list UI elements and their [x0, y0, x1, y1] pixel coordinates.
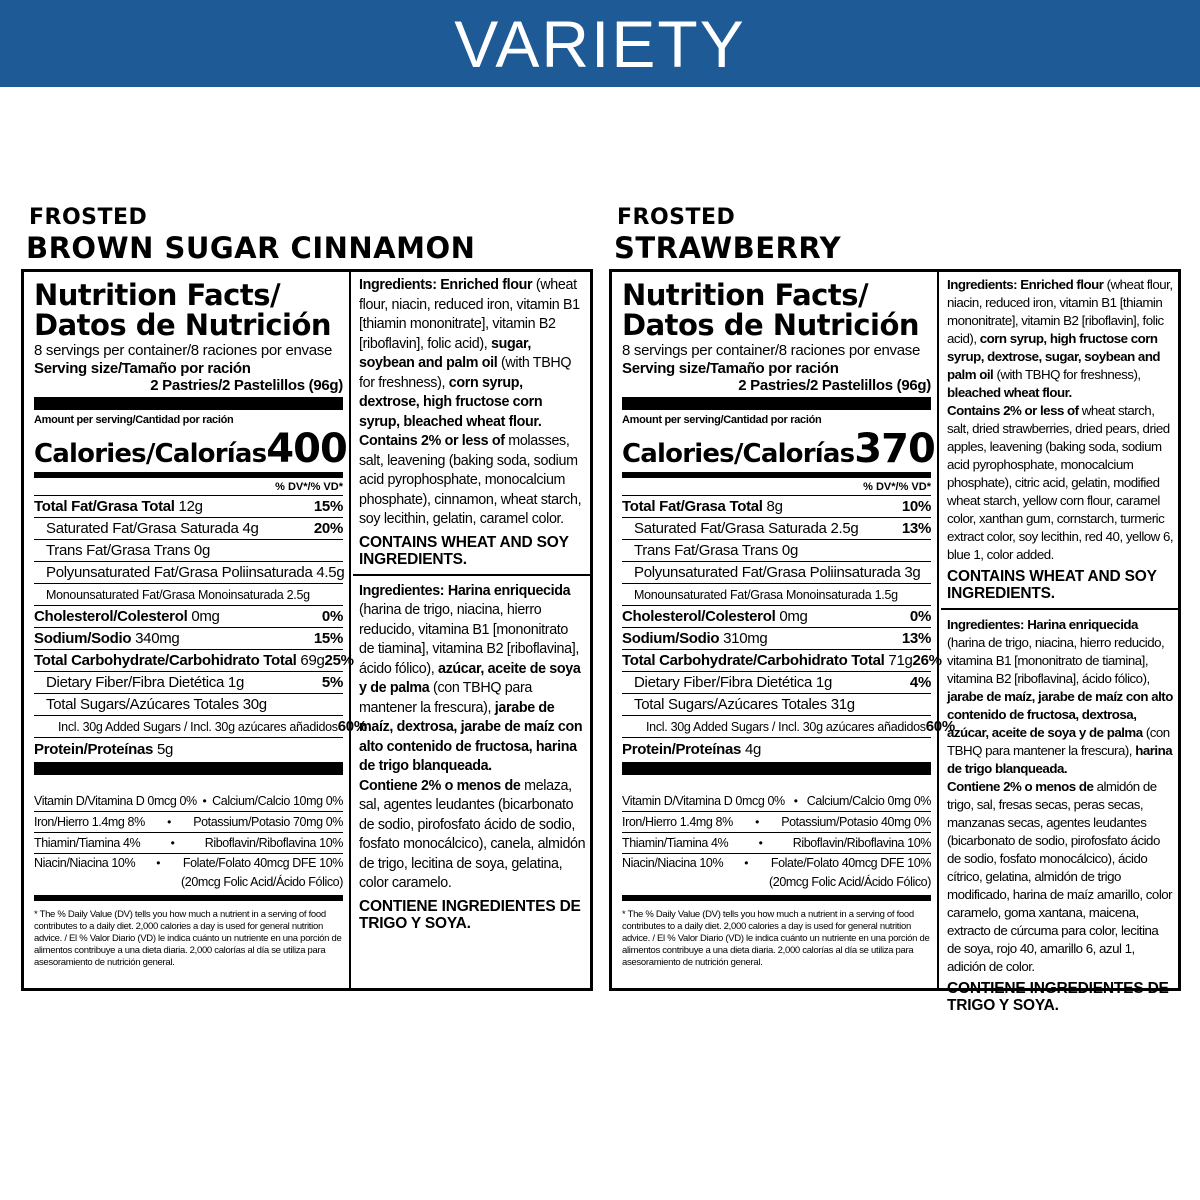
ingredient-bold: Enriched flour — [1020, 277, 1104, 292]
nutrient-pct: 4% — [909, 674, 931, 691]
bullet: • — [744, 856, 749, 870]
calories-row — [622, 426, 935, 472]
nutrient-label: Trans Fat/Grasa Trans — [46, 542, 191, 559]
nutrient-row-trans-fat — [34, 540, 343, 562]
allergen-statement-es: CONTIENE INGREDIENTES DE TRIGO Y SOYA. — [359, 897, 581, 932]
vitamin-right: Potassium/Potasio 70mg 0% — [193, 815, 343, 829]
flavor-line2: STRAWBERRY — [614, 231, 842, 265]
amount-per-serving: Amount per serving/Cantidad por ración — [622, 414, 822, 426]
ingredient-text: (con TBHQ para mantener la frescura), — [359, 680, 532, 716]
nutrient-label: Total Sugars/Azúcares Totales — [46, 696, 239, 713]
nutrient-label: Total Sugars/Azúcares Totales — [634, 696, 827, 713]
vitamin-right: Potassium/Potasio 40mg 0% — [781, 815, 931, 829]
ingredient-bold: jarabe de maíz, dextrosa, jarabe de maíz con alto contenido de fructosa, harina de trigo blanqueada. — [359, 699, 583, 774]
ingredient-text: (harina de trigo, niacina, hierro reducido, vitamina B1 [mononitrato de tiamina], vitamina B2 [riboflavina], ácido fólico), — [947, 635, 1165, 686]
calories-label: Calories/Calorías — [622, 439, 855, 469]
nutrient-row-sodium — [622, 628, 931, 650]
nutrient-pct: 13% — [901, 520, 931, 537]
product-strawberry — [609, 205, 1181, 1014]
vitamin-left: Niacin/Niacina 10% — [622, 856, 724, 870]
nutrient-amount: 0g — [193, 542, 210, 559]
nutrient-row-cholesterol — [34, 606, 343, 628]
nutrient-amount: 8g — [766, 498, 783, 515]
nutrient-row-sodium — [34, 628, 343, 650]
ingredient-bold: sugar, soybean and palm oil — [359, 335, 532, 371]
nutrient-amount: 71g — [888, 652, 913, 669]
ingredients-column — [353, 272, 590, 988]
ingredient-bold: Contains 2% or less of — [947, 403, 1079, 418]
calories-value: 370 — [854, 426, 935, 472]
nutrient-label: Cholesterol/Colesterol — [34, 608, 188, 625]
serving-size-value: 2 Pastries/2 Pastelillos (96g) — [150, 377, 343, 394]
nutrition-label-panel — [609, 269, 1181, 1014]
folate-line: Folate/Folato 40mcg DFE 10% — [182, 856, 343, 870]
nutrient-amount: 12g — [178, 498, 203, 515]
nutrient-row-trans-fat — [622, 540, 931, 562]
nf-title-es: Datos de Nutrición — [622, 308, 920, 342]
nutrition-facts — [24, 272, 367, 988]
nutrient-row-added-sugars — [34, 716, 367, 738]
serving-size-value: 2 Pastries/2 Pastelillos (96g) — [738, 377, 931, 394]
allergen-statement-en: CONTAINS WHEAT AND SOY INGREDIENTS. — [359, 533, 569, 568]
nutrient-label: Sodium/Sodio — [34, 630, 132, 647]
divider-thick — [34, 762, 343, 775]
nf-title-es: Datos de Nutrición — [34, 308, 332, 342]
vitamin-row — [622, 833, 931, 854]
flavor-line2: BROWN SUGAR CINNAMON — [26, 231, 476, 265]
nutrient-row-poly-fat — [622, 562, 931, 584]
nutrient-amount: 3g — [904, 564, 921, 581]
nutrient-label: Total Fat/Grasa Total — [34, 498, 175, 515]
nutrient-pct: 26% — [912, 652, 942, 669]
nutrient-amount: 1g — [227, 674, 244, 691]
nutrient-label: Sodium/Sodio — [622, 630, 720, 647]
bullet: • — [758, 836, 763, 850]
flavor-line1: FROSTED — [617, 205, 736, 230]
dv-header: % DV*/% VD* — [34, 478, 343, 496]
folic-acid-line: (20mcg Folic Acid/Ácido Fólico) — [181, 875, 343, 889]
nutrient-label: Protein/Proteínas — [622, 740, 742, 758]
divider-thick — [34, 397, 343, 410]
ingredient-bold: Contiene 2% o menos de — [947, 779, 1094, 794]
nutrient-amount: 30g — [242, 696, 267, 713]
serving-size-label: Serving size/Tamaño por ración — [34, 360, 251, 377]
vitamin-left: Niacin/Niacina 10% — [34, 856, 136, 870]
flavor-line1: FROSTED — [29, 205, 148, 230]
ingredient-text: (wheat flour, niacin, reduced iron, vitamin B1 [thiamin mononitrate], vitamin B2 [riboflavin], folic acid), — [359, 277, 580, 352]
vitamin-row — [622, 854, 931, 892]
nf-title-en: Nutrition Facts/ — [34, 278, 281, 312]
nutrient-label: Cholesterol/Colesterol — [622, 608, 776, 625]
vitamin-right — [769, 854, 931, 892]
nutrient-row-mono-fat — [622, 584, 931, 606]
nf-title-en: Nutrition Facts/ — [622, 278, 869, 312]
nutrient-amount: 2.5g — [286, 587, 310, 602]
allergen-statement-es: CONTIENE INGREDIENTES DE TRIGO Y SOYA. — [947, 980, 1169, 1014]
ingredients-label: Ingredients: — [359, 277, 437, 293]
amount-per-serving: Amount per serving/Cantidad por ración — [34, 414, 234, 426]
ingredient-bold: Contiene 2% o menos de — [359, 777, 521, 794]
nutrient-label: Total Carbohydrate/Carbohidrato Total — [34, 652, 297, 669]
servings-per-container: 8 servings per container/8 raciones por envase — [622, 342, 921, 359]
ingredient-bold: corn syrup, dextrose, high fructose corn syrup, bleached wheat flour. — [359, 374, 543, 430]
vitamin-right: Calcium/Calcio 0mg 0% — [806, 794, 931, 808]
nutrient-row-protein — [622, 738, 931, 760]
ingredient-bold: azúcar, aceite de soya y de palma — [359, 660, 581, 696]
serving-size-label: Serving size/Tamaño por ración — [622, 360, 839, 377]
ingredients-es — [359, 582, 586, 894]
nutrient-row-sugars — [34, 694, 343, 716]
ingredient-text: almidón de trigo, sal, fresas secas, peras secas, manzanas secas, agentes leudantes (bicarbonato de sodio, pirofosfato ácido de sodio, fosfato monocálcico), ácido cítrico, gelatina, almidón de trigo modificado, harina de maíz amarillo, color caramelo, goma xantana, maicena, extracto de cúrcuma para color, lecitina de soya, rojo 40, amarillo 6, azul 1, adición de color. — [947, 779, 1173, 974]
ingredients-label: Ingredientes: — [947, 617, 1024, 632]
nutrient-label: Monounsaturated Fat/Grasa Monoinsaturada — [46, 587, 284, 602]
nutrient-pct: 15% — [313, 498, 343, 515]
vitamin-left: Vitamin D/Vitamina D 0mcg 0% — [622, 794, 785, 808]
nutrient-amount: 4g — [744, 740, 762, 758]
nutrient-label: Total Carbohydrate/Carbohidrato Total — [622, 652, 885, 669]
nutrient-label: Incl. 30g Added Sugars / Incl. 30g azúcares añadidos — [646, 719, 926, 734]
nutrient-row-protein — [34, 738, 343, 760]
nutrient-pct: 60% — [337, 718, 367, 735]
nutrient-row-saturated-fat — [622, 518, 931, 540]
nutrient-label: Incl. 30g Added Sugars / Incl. 30g azúcares añadidos — [58, 719, 338, 734]
ingredients-column — [941, 272, 1178, 1014]
ingredient-bold: corn syrup, high fructose corn syrup, dextrose, sugar, soybean and palm oil — [947, 331, 1161, 382]
ingredient-text: (with TBHQ for freshness), — [993, 367, 1141, 382]
nutrient-row-sugars — [622, 694, 931, 716]
nutrition-label-panel — [21, 269, 593, 991]
bullet: • — [156, 856, 161, 870]
nutrient-pct: 0% — [321, 608, 343, 625]
vitamin-right — [181, 854, 343, 892]
nutrition-facts — [612, 272, 955, 988]
nutrient-label: Total Fat/Grasa Total — [622, 498, 763, 515]
vitamin-left: Thiamin/Tiamina 4% — [622, 836, 729, 850]
servings-per-container: 8 servings per container/8 raciones por envase — [34, 342, 333, 359]
nutrient-amount: 0g — [781, 542, 798, 559]
ingredient-bold: jarabe de maíz, jarabe de maíz con alto contenido de fructosa, dextrosa, azúcar, aceite de soya y de palma — [947, 689, 1173, 740]
ingredients-es — [947, 616, 1174, 976]
divider — [941, 608, 1178, 610]
nutrient-amount: 0mg — [779, 608, 808, 625]
nutrient-amount: 31g — [830, 696, 855, 713]
ingredient-text: (with TBHQ for freshness), — [359, 355, 572, 391]
nutrient-label: Monounsaturated Fat/Grasa Monoinsaturada — [634, 587, 872, 602]
vitamin-row — [34, 833, 343, 854]
divider-thick — [622, 397, 931, 410]
vitamin-right: Calcium/Calcio 10mg 0% — [212, 794, 343, 808]
vitamin-row — [34, 791, 343, 812]
calories-value: 400 — [266, 426, 347, 472]
nutrient-amount: 310mg — [723, 630, 768, 647]
nutrient-amount: 1g — [815, 674, 832, 691]
ingredients-label: Ingredients: — [947, 277, 1018, 292]
ingredient-text: melaza, sal, agentes leudantes (bicarbonato de sodio, pirofosfato ácido de sodio, fosfato monocálcico), canela, almidón de trigo, lecitina de soya, gelatina, color caramelo. — [359, 777, 586, 891]
nutrient-pct: 10% — [901, 498, 931, 515]
nutrient-row-total-fat — [34, 496, 343, 518]
divider — [353, 574, 590, 576]
vitamin-left: Vitamin D/Vitamina D 0mcg 0% — [34, 794, 197, 808]
nutrient-row-mono-fat — [34, 584, 343, 606]
nutrient-pct: 0% — [909, 608, 931, 625]
calories-label: Calories/Calorías — [34, 439, 267, 469]
nutrient-pct: 13% — [901, 630, 931, 647]
ingredient-bold: Harina enriquecida — [1027, 617, 1138, 632]
nutrient-label: Polyunsaturated Fat/Grasa Poliinsaturada — [46, 564, 313, 581]
vitamin-left: Iron/Hierro 1.4mg 8% — [34, 815, 145, 829]
ingredient-bold: bleached wheat flour. — [947, 385, 1072, 400]
nutrient-row-carbohydrate — [622, 650, 942, 672]
ingredient-text: molasses, salt, leavening (baking soda, sodium acid pyrophosphate, monocalcium phosphate), cinnamon, wheat starch, soy lecithin, gelatin, caramel color. — [359, 433, 582, 527]
nutrient-row-fiber — [34, 672, 343, 694]
vitamin-row — [622, 791, 931, 812]
folic-acid-line: (20mcg Folic Acid/Ácido Fólico) — [769, 875, 931, 889]
divider-thick — [622, 762, 931, 775]
nutrient-pct: 15% — [313, 630, 343, 647]
bullet: • — [793, 794, 798, 808]
bullet: • — [170, 836, 175, 850]
nutrient-amount: 5g — [156, 740, 174, 758]
nutrient-pct: 20% — [313, 520, 343, 537]
bullet: • — [755, 815, 759, 829]
ingredient-text: wheat starch, salt, dried strawberries, dried pears, dried apples, leavening (baking soda, sodium acid pyrophosphate, monocalcium phosphate), citric acid, gelatin, modified wheat starch, yellow corn flour, caramel color, xanthan gum, cornstarch, turmeric extract color, soy lecithin, red 40, yellow 6, blue 1, color added. — [947, 403, 1174, 562]
nutrient-amount: 0mg — [191, 608, 220, 625]
nutrient-row-saturated-fat — [34, 518, 343, 540]
ingredient-bold: Contains 2% or less of — [359, 433, 505, 449]
vitamin-row — [34, 854, 343, 892]
bullet: • — [167, 815, 171, 829]
ingredients-en — [947, 276, 1174, 564]
nutrient-row-added-sugars — [622, 716, 955, 738]
ingredient-text: (wheat flour, niacin, reduced iron, vitamin B1 [thiamin mononitrate], vitamin B2 [riboflavin], folic acid), — [947, 277, 1173, 346]
vitamin-row — [622, 812, 931, 833]
dv-header: % DV*/% VD* — [622, 478, 931, 496]
nutrient-row-total-fat — [622, 496, 931, 518]
product-brown-sugar-cinnamon — [21, 205, 593, 968]
ingredient-text: (harina de trigo, niacina, hierro reducido, vitamina B1 [mononitrato de tiamina], vitamina B2 [riboflavina], ácido fólico), — [359, 602, 579, 677]
nutrient-label: Dietary Fiber/Fibra Dietética — [46, 674, 225, 691]
nutrient-label: Saturated Fat/Grasa Saturada — [634, 520, 827, 537]
vitamin-right: Riboflavin/Riboflavina 10% — [792, 836, 931, 850]
folate-line: Folate/Folato 40mcg DFE 10% — [770, 856, 931, 870]
nutrient-amount: 4.5g — [316, 564, 345, 581]
calories-row — [34, 426, 347, 472]
nutrient-amount: 4g — [242, 520, 259, 537]
ingredients-label: Ingredientes: — [359, 582, 445, 599]
nutrient-row-fiber — [622, 672, 931, 694]
nutrient-label: Dietary Fiber/Fibra Dietética — [634, 674, 813, 691]
nutrient-label: Polyunsaturated Fat/Grasa Poliinsaturada — [634, 564, 901, 581]
ingredient-bold: Enriched flour — [440, 277, 533, 293]
ingredient-bold: Harina enriquecida — [447, 582, 571, 599]
nutrient-label: Protein/Proteínas — [34, 740, 154, 758]
variety-banner — [0, 0, 1200, 87]
nutrient-label: Saturated Fat/Grasa Saturada — [46, 520, 239, 537]
nutrient-amount: 69g — [300, 652, 325, 669]
ingredient-bold: harina de trigo blanqueada. — [947, 743, 1173, 776]
nutrient-pct: 5% — [321, 674, 343, 691]
nutrient-row-poly-fat — [34, 562, 343, 584]
banner-title: VARIETY — [454, 6, 746, 81]
nutrient-row-carbohydrate — [34, 650, 354, 672]
allergen-statement-en: CONTAINS WHEAT AND SOY INGREDIENTS. — [947, 568, 1157, 602]
vitamin-right: Riboflavin/Riboflavina 10% — [204, 836, 343, 850]
nutrient-amount: 340mg — [135, 630, 180, 647]
dv-footnote: * The % Daily Value (DV) tells you how much a nutrient in a serving of food contributes to a daily diet. 2,000 calories a day is used for general nutrition advice. / El % Valor Diario (VD) le indica cuánto un nutriente en una porción de alimentos contribuye a una dieta diaria. 2,000 calorías al día se utiliza para asesoramiento de nutrición general. — [622, 909, 930, 968]
ingredient-text: (con TBHQ para mantener la frescura), — [947, 725, 1170, 758]
vitamin-row — [34, 812, 343, 833]
nutrient-amount: 2.5g — [830, 520, 859, 537]
nutrient-label: Trans Fat/Grasa Trans — [634, 542, 779, 559]
vitamin-left: Iron/Hierro 1.4mg 8% — [622, 815, 733, 829]
dv-footnote: * The % Daily Value (DV) tells you how much a nutrient in a serving of food contributes to a daily diet. 2,000 calories a day is used for general nutrition advice. / El % Valor Diario (VD) le indica cuánto un nutriente en una porción de alimentos contribuye a una dieta diaria. 2,000 calorías al día se utiliza para asesoramiento de nutrición general. — [34, 909, 342, 968]
ingredients-en — [359, 276, 586, 530]
vitamin-left: Thiamin/Tiamina 4% — [34, 836, 141, 850]
bullet: • — [202, 794, 207, 808]
nutrient-pct: 60% — [925, 718, 955, 735]
nutrient-pct: 25% — [324, 652, 354, 669]
nutrient-row-cholesterol — [622, 606, 931, 628]
nutrient-amount: 1.5g — [874, 587, 898, 602]
